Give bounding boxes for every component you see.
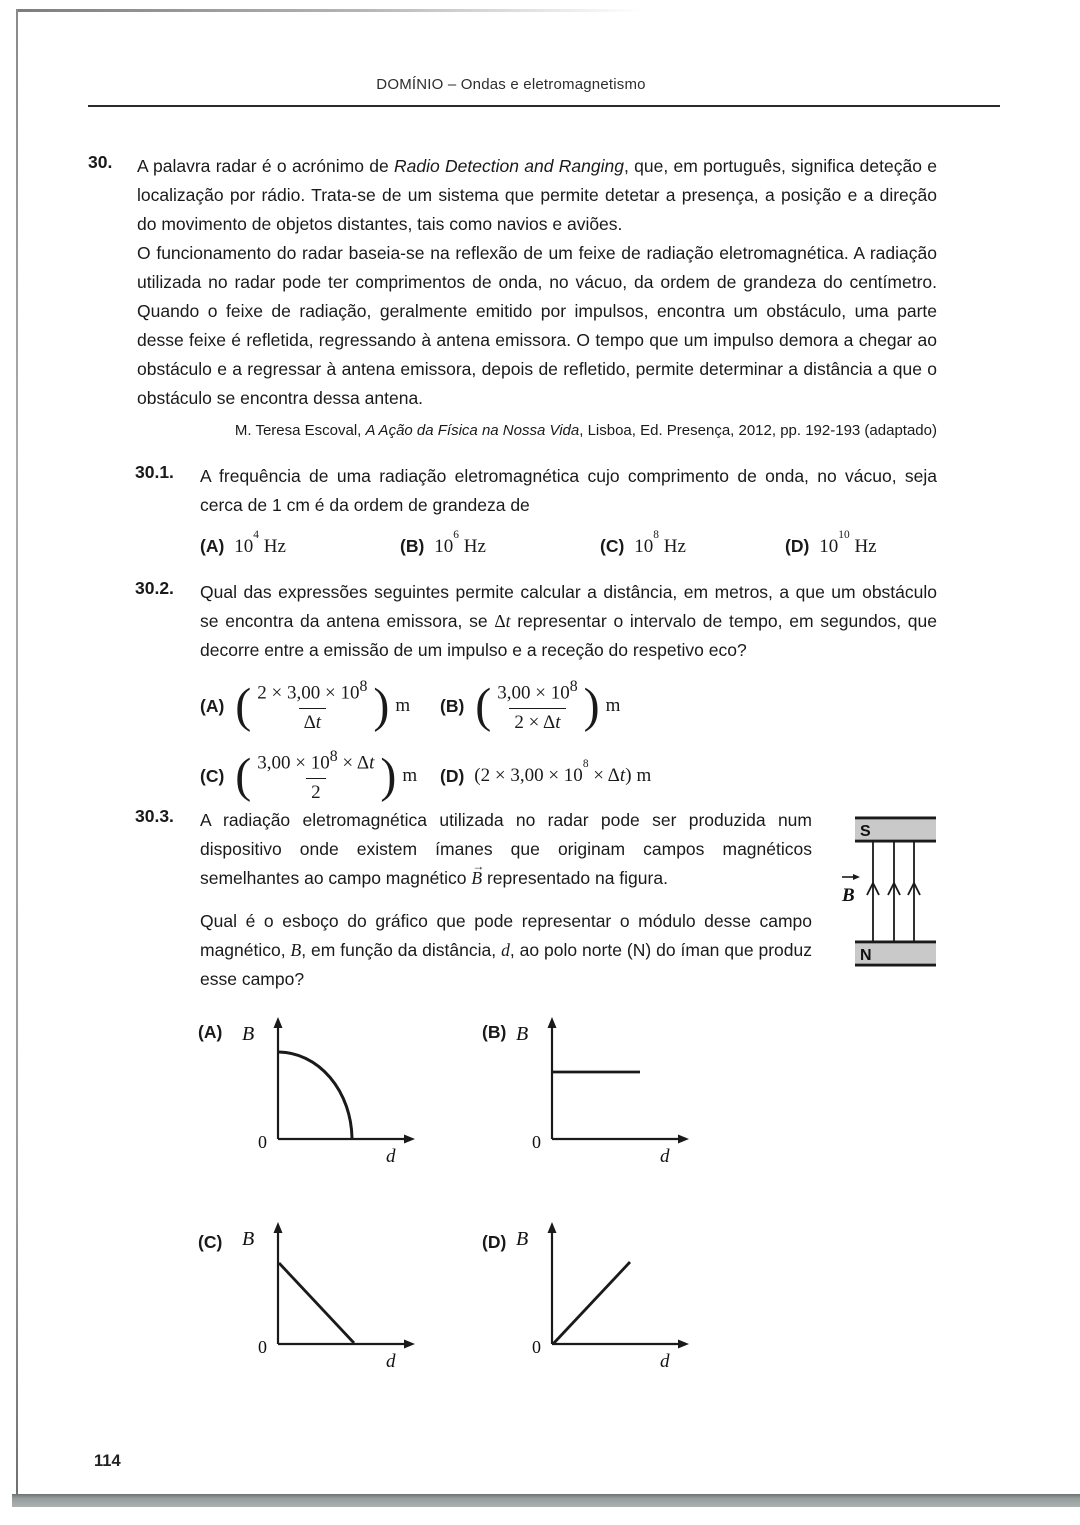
open-paren: ( (475, 678, 492, 733)
option-c-unit: Hz (659, 536, 686, 557)
graph-c-curve (279, 1263, 354, 1343)
option-b (400, 529, 486, 558)
formula-option-c (200, 745, 417, 807)
q303-paragraph-1 (200, 806, 812, 893)
q30-p1-text-b: , que, em português, significa deteção e localização por rádio. Trata-se de um sistema que permite detetar a presença, a posição e a direção do movimento de objetos distantes, tais como navios e aviões. (137, 156, 937, 234)
graph-c-axes (278, 1231, 406, 1344)
y-axis-arrow-icon (548, 1222, 557, 1233)
q302-text (200, 578, 937, 665)
scan-edge-top (16, 9, 641, 12)
q303-p2-text-b: , em função da distância, (301, 940, 502, 960)
graph-b-sketch (502, 1010, 702, 1170)
graph-b-xlabel: d (660, 1146, 670, 1167)
formula-c-unit: m (402, 765, 418, 786)
option-b-unit: Hz (459, 536, 486, 557)
y-axis-arrow-icon (548, 1017, 557, 1028)
graph-c-sketch (228, 1215, 428, 1375)
formula-d-expression (474, 758, 632, 787)
graph-b-origin: 0 (532, 1132, 541, 1152)
scan-edge-left (16, 9, 18, 1499)
formula-d-exp: 8 (582, 758, 589, 771)
formula-d-var: t (619, 765, 626, 786)
graph-d-origin: 0 (532, 1337, 541, 1357)
q30-p1-text: A palavra radar é o acrónimo de (137, 156, 395, 176)
formula-b-label: (B) (440, 695, 465, 716)
q301-options (200, 529, 937, 576)
question-30-3-body (200, 806, 812, 994)
formula-a-label: (A) (200, 695, 225, 716)
option-d-label: (D) (785, 536, 810, 556)
north-pole-label: N (860, 947, 872, 964)
formula-c-label: (C) (200, 765, 225, 786)
time-variable: t (505, 611, 511, 631)
graph-a-sketch (228, 1010, 428, 1170)
fraction-a-num-exp: 8 (359, 678, 368, 696)
graph-d-axes (552, 1231, 680, 1344)
x-axis-arrow-icon (404, 1135, 415, 1144)
graph-b-ylabel: B (516, 1023, 529, 1045)
formula-d-mid: × Δ (588, 765, 620, 786)
citation-details: , Lisboa, Ed. Presença, 2012, pp. 192-193 (adaptado) (579, 422, 937, 439)
graph-a-xlabel: d (386, 1146, 396, 1167)
x-axis-arrow-icon (678, 1135, 689, 1144)
fraction-a-denominator (299, 708, 327, 734)
option-a-unit: Hz (259, 536, 286, 557)
q30-paragraph-2: O funcionamento do radar baseia-se na reflexão de um feixe de radiação eletromagnética. A radiação utilizada no radar pode ter comprimentos de onda, no vácuo, da ordem de grandeza do centímetro. Quando o feixe de radiação, geralmente emitido por impulsos, encontra um obstáculo, uma parte desse feixe é refletida, regressando à antena emissora. O tempo que um impulso demora a chegar ao obstáculo e a regressar à antena emissora, depois de refletido, permite determinar a distância a que o obstáculo se encontra dessa antena. (137, 243, 937, 408)
question-30-1-body (200, 462, 937, 576)
fraction-a (252, 678, 372, 733)
option-a-exponent: 4 (253, 529, 259, 542)
fraction-a-numerator (252, 678, 372, 707)
option-c (600, 529, 686, 558)
graph-a-ylabel: B (242, 1023, 255, 1045)
q302-text-a: Qual das expressões seguintes permite calcular a distância, em metros, a que um obstáculo se encontra da antena emissora, se (200, 582, 937, 631)
q303-paragraph-2 (200, 907, 812, 994)
vector-b-letter: B (471, 868, 483, 888)
fraction-c-numerator (252, 748, 379, 777)
option-c-label: (C) (600, 536, 625, 556)
graph-c-label: (C) (198, 1232, 223, 1252)
q30-paragraph-1 (137, 152, 937, 239)
formula-option-b (440, 675, 620, 737)
question-30-2-number: 30.2. (135, 578, 174, 598)
q302-formula-row-2 (200, 745, 937, 807)
option-d (785, 529, 877, 558)
close-paren: ) (380, 748, 397, 803)
fraction-b-den-var: t (555, 711, 561, 733)
fraction-c-num-var: t (369, 752, 375, 774)
fraction-b-num-text: 3,00 × 10 (497, 682, 570, 704)
citation-author: M. Teresa Escoval, (234, 422, 366, 439)
formula-option-a (200, 675, 410, 737)
y-axis-arrow-icon (274, 1017, 283, 1028)
scan-edge-bottom (12, 1494, 1080, 1507)
fraction-b-denominator (509, 708, 565, 734)
question-30-1-number: 30.1. (135, 462, 174, 482)
fraction-c-num-tail: × Δ (337, 752, 370, 774)
fraction-a-den-text: Δ (303, 711, 316, 733)
question-30-body (137, 152, 937, 456)
q303-p1-text: A radiação eletromagnética utilizada no radar pode ser produzida num dispositivo onde existem ímanes que originam campos magnéticos semelhantes ao campo magnético (200, 810, 812, 888)
close-paren: ) (373, 678, 390, 733)
graph-d-curve (553, 1262, 630, 1344)
magnet-field-figure (838, 800, 1003, 980)
x-axis-arrow-icon (404, 1340, 415, 1349)
svg-text:B: B (842, 885, 855, 906)
graph-a-curve (279, 1052, 352, 1138)
q303-p2-text-c: , ao polo norte (N) do íman que produz esse campo? (200, 940, 812, 989)
close-paren: ) (583, 678, 600, 733)
option-d-exponent: 10 (838, 529, 850, 542)
page-number: 114 (94, 1452, 121, 1470)
fraction-b-num-exp: 8 (569, 678, 578, 696)
vector-arrow-icon: → (472, 859, 485, 873)
option-a-value: 10 (234, 536, 254, 557)
option-b-exponent: 6 (453, 529, 459, 542)
graph-d-ylabel: B (516, 1228, 529, 1250)
fraction-a-den-var: t (315, 711, 322, 733)
question-30-3-number: 30.3. (135, 806, 174, 826)
option-c-exponent: 8 (653, 529, 659, 542)
option-b-label: (B) (400, 536, 425, 556)
option-b-value: 10 (434, 536, 454, 557)
option-a-label: (A) (200, 536, 225, 556)
option-d-unit: Hz (849, 536, 877, 557)
option-a (200, 529, 286, 558)
distance-variable: d (501, 940, 510, 960)
q30-p1-italic: Radio Detection and Ranging (394, 156, 624, 176)
open-paren: ( (235, 678, 252, 733)
graph-c-ylabel: B (242, 1228, 255, 1250)
citation-book-title: A Ação da Física na Nossa Vida (365, 422, 580, 439)
page-header: DOMÍNIO – Ondas e eletromagnetismo (376, 76, 646, 93)
graph-d-xlabel: d (660, 1351, 670, 1372)
q301-text: A frequência de uma radiação eletromagnética cujo comprimento de onda, no vácuo, seja cerca de 1 cm é da ordem de grandeza de (200, 466, 937, 515)
fraction-a-num-text: 2 × 3,00 × 10 (257, 682, 360, 704)
y-axis-arrow-icon (274, 1222, 283, 1233)
graph-b-label: (B) (482, 1022, 507, 1042)
fraction-b (492, 678, 582, 733)
q302-formula-row-1 (200, 675, 937, 737)
graph-b-axes (552, 1026, 680, 1139)
vector-b-figure-label (841, 874, 860, 906)
graph-d-sketch (502, 1215, 702, 1375)
option-c-value: 10 (634, 536, 654, 557)
formula-option-d (440, 745, 651, 807)
q303-p1-text-b: representado na figura. (482, 868, 668, 888)
q30-citation (137, 421, 937, 441)
fraction-c (252, 748, 379, 803)
graph-d-label: (D) (482, 1232, 507, 1252)
formula-b-unit: m (605, 695, 621, 716)
fraction-c-den-text: 2 (311, 781, 321, 803)
graph-c-xlabel: d (386, 1351, 396, 1372)
field-variable: B (290, 940, 302, 960)
q303-p2-text-a: Qual é o esboço do gráfico que pode representar o módulo desse campo magnético, (200, 911, 812, 960)
open-paren: ( (235, 748, 252, 803)
q302-text-b: representar o intervalo de tempo, em segundos, que decorre entre a emissão de um impulso e a receção do respetivo eco? (200, 611, 937, 660)
graph-a-axes (278, 1026, 406, 1139)
graph-a-label: (A) (198, 1022, 223, 1042)
fraction-c-denominator (306, 778, 326, 804)
field-lines (873, 842, 914, 942)
vector-b-symbol (471, 859, 485, 893)
formula-d-label: (D) (440, 765, 465, 786)
question-30-number: 30. (88, 152, 113, 172)
fraction-c-num-exp: 8 (329, 748, 338, 766)
south-pole-label: S (860, 823, 871, 840)
question-30-2-body (200, 578, 937, 813)
formula-a-unit: m (395, 695, 411, 716)
delta-symbol: Δ (494, 611, 506, 631)
fraction-b-numerator (492, 678, 582, 707)
formula-d-unit: m (636, 765, 652, 786)
formula-d-post: ) (625, 765, 632, 786)
header-divider (88, 105, 1000, 107)
x-axis-arrow-icon (678, 1340, 689, 1349)
fraction-c-num-text: 3,00 × 10 (257, 752, 330, 774)
graph-a-origin: 0 (258, 1132, 267, 1152)
graph-c-origin: 0 (258, 1337, 267, 1357)
fraction-b-den-text: 2 × Δ (514, 711, 556, 733)
option-d-value: 10 (819, 536, 839, 557)
formula-d-pre: (2 × 3,00 × 10 (474, 765, 583, 786)
